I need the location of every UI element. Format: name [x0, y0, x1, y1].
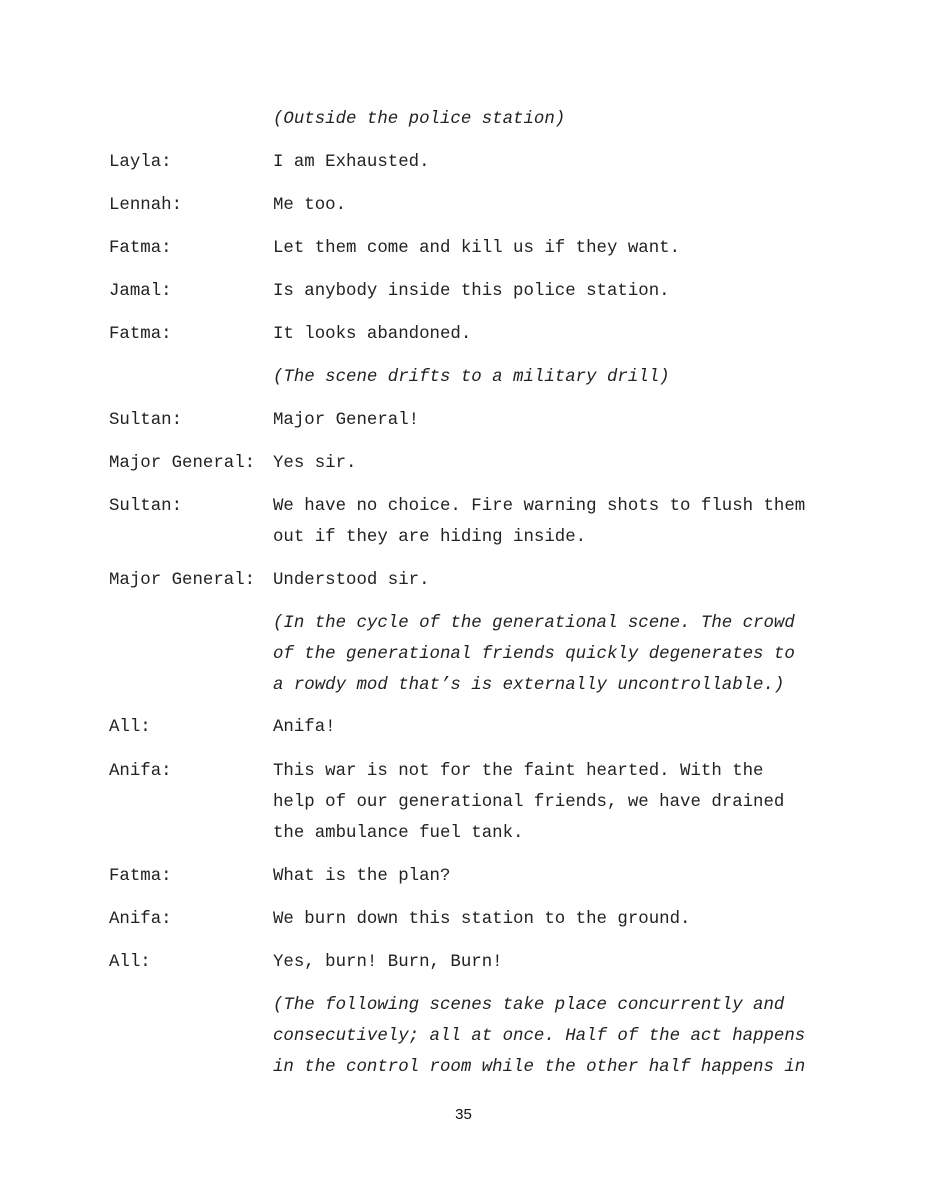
speaker-name: Sultan:: [109, 411, 183, 430]
dialogue-line: Me too.: [273, 196, 347, 215]
stage-direction: of the generational friends quickly degenerates to: [273, 645, 795, 664]
speaker-name: Lennah:: [109, 196, 183, 215]
dialogue-line: Yes, burn! Burn, Burn!: [273, 953, 503, 972]
dialogue-line: out if they are hiding inside.: [273, 528, 587, 547]
stage-direction: in the control room while the other half happens in: [273, 1058, 806, 1077]
dialogue-line: Anifa!: [273, 718, 336, 737]
dialogue-line: help of our generational friends, we have drained: [273, 793, 785, 812]
dialogue-line: Understood sir.: [273, 571, 430, 590]
stage-direction: consecutively; all at once. Half of the act happens: [273, 1027, 806, 1046]
stage-direction: (The following scenes take place concurrently and: [273, 996, 785, 1015]
speaker-name: All:: [109, 953, 151, 972]
dialogue-line: Is anybody inside this police station.: [273, 282, 670, 301]
dialogue-line: the ambulance fuel tank.: [273, 824, 524, 843]
speaker-name: Fatma:: [109, 239, 172, 258]
dialogue-line: We have no choice. Fire warning shots to flush them: [273, 497, 806, 516]
speaker-name: Fatma:: [109, 325, 172, 344]
stage-direction: a rowdy mod that’s is externally uncontrollable.): [273, 676, 785, 695]
dialogue-line: This war is not for the faint hearted. With the: [273, 762, 764, 781]
speaker-name: All:: [109, 718, 151, 737]
dialogue-line: It looks abandoned.: [273, 325, 472, 344]
speaker-name: Anifa:: [109, 762, 172, 781]
dialogue-line: What is the plan?: [273, 867, 451, 886]
dialogue-line: Major General!: [273, 411, 420, 430]
speaker-name: Major General:: [109, 454, 256, 473]
stage-direction: (In the cycle of the generational scene. The crowd: [273, 614, 795, 633]
dialogue-line: We burn down this station to the ground.: [273, 910, 691, 929]
speaker-name: Fatma:: [109, 867, 172, 886]
speaker-name: Sultan:: [109, 497, 183, 516]
stage-direction: (The scene drifts to a military drill): [273, 368, 670, 387]
speaker-name: Jamal:: [109, 282, 172, 301]
page-number: 35: [455, 1106, 472, 1123]
dialogue-line: I am Exhausted.: [273, 153, 430, 172]
dialogue-line: Let them come and kill us if they want.: [273, 239, 681, 258]
speaker-name: Major General:: [109, 571, 256, 590]
speaker-name: Layla:: [109, 153, 172, 172]
stage-direction: (Outside the police station): [273, 110, 566, 129]
speaker-name: Anifa:: [109, 910, 172, 929]
dialogue-line: Yes sir.: [273, 454, 357, 473]
